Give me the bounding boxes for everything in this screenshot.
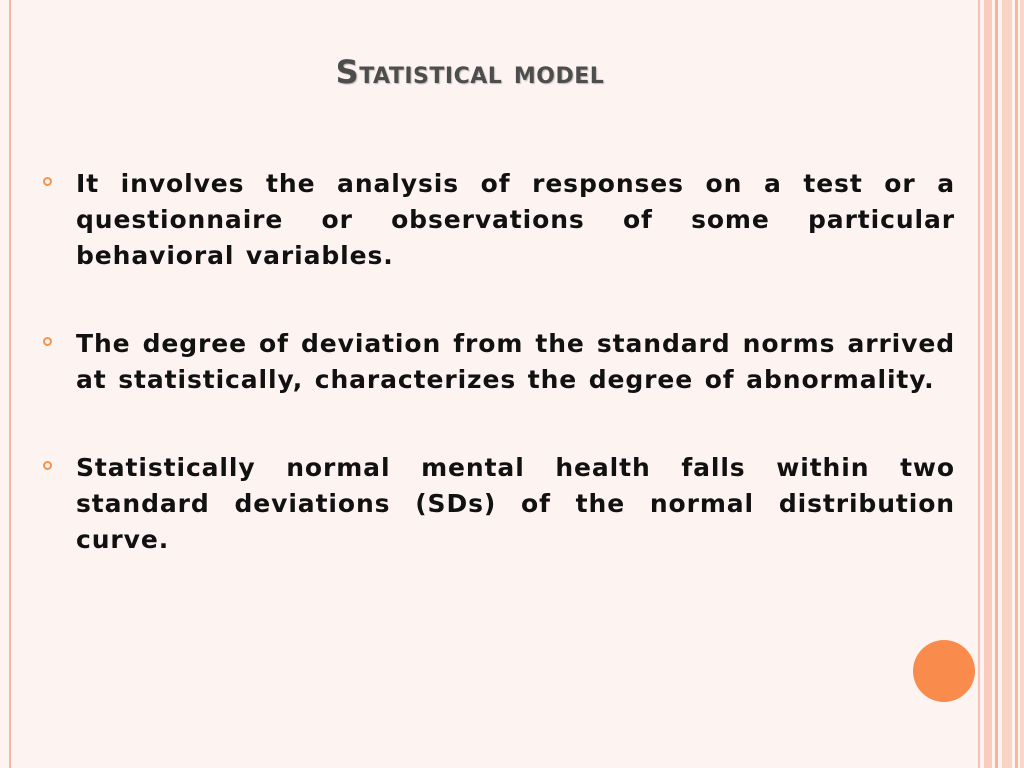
stripe [978, 0, 980, 768]
stripe [1002, 0, 1012, 768]
bullet-item [43, 166, 955, 274]
bullet-text: Statistically normal mental health falls within two standard deviations (SDs) of the normal distribution curve. [76, 453, 955, 554]
stripe [984, 0, 992, 768]
slide-title [0, 52, 940, 92]
bullet-list [43, 166, 955, 610]
slide-title-text: Statistical model [335, 53, 605, 91]
stripe [1015, 0, 1018, 768]
hollow-circle-icon [43, 461, 52, 470]
right-decorative-stripes [978, 0, 1024, 768]
orange-circle-icon [913, 640, 975, 702]
bullet-item [43, 326, 955, 398]
bullet-text: The degree of deviation from the standard norms arrived at statistically, characterizes the degree of abnormality. [76, 329, 955, 394]
stripe [1020, 0, 1024, 768]
left-accent-line [9, 0, 11, 768]
hollow-circle-icon [43, 177, 52, 186]
hollow-circle-icon [43, 337, 52, 346]
bullet-item [43, 450, 955, 558]
bullet-text: It involves the analysis of responses on a test or a questionnaire or observations of some particular behavioral variables. [76, 169, 955, 270]
stripe [995, 0, 998, 768]
